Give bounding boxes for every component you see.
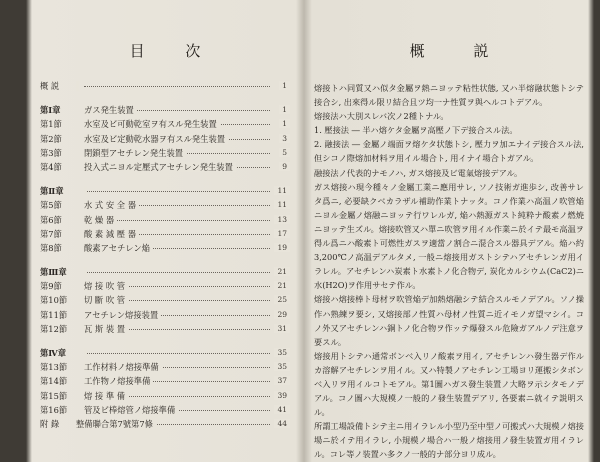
toc-row-page-number: 1 (279, 81, 290, 90)
overview-paragraph: 1. 壓接法 ― 半ハ熔ケタ金屬ヲ高壓ノ下デ接合スル法。 (314, 125, 518, 136)
toc-page (40, 30, 290, 431)
toc-row-leader (84, 191, 270, 192)
toc-row-label: 第11節 (40, 309, 68, 320)
toc-row-num-wrap (274, 389, 290, 403)
toc-row-title-wrap (84, 265, 87, 279)
toc-row-title-wrap (76, 417, 156, 431)
toc-row-leader (84, 272, 270, 273)
toc-row-page-number: 11 (274, 186, 290, 195)
toc-row[interactable] (40, 279, 290, 293)
toc-row-title-wrap (84, 374, 153, 388)
toc-row-num-wrap (274, 417, 290, 431)
toc-row-page-number: 35 (274, 348, 290, 357)
toc-row-title: 水室及ビ可動乾室ヲ有スル発生装置 (84, 119, 220, 129)
toc-row-num-wrap (274, 184, 290, 198)
toc-row-title: 酸 素 減 壓 器 (84, 229, 139, 239)
toc-row-title-wrap (84, 403, 178, 417)
toc-gap (40, 174, 290, 184)
toc-row-page-number: 17 (274, 229, 290, 238)
toc-row-title-wrap (84, 360, 162, 374)
toc-gap (40, 255, 290, 265)
toc-row-title: 熔 接 準 備 (84, 391, 128, 401)
toc-row[interactable] (40, 160, 290, 174)
toc-row-title-wrap (76, 79, 79, 93)
toc-row-label: 第3節 (40, 147, 62, 158)
overview-paragraph: 2. 融接法 ― 金屬ノ端面ヲ熔ケタ状態トシ, 壓力ヲ加エナイデ接合スル法, 但シコノ際熔加材料ヲ用イル場合ト, 用イナイ場合トガアル。 (314, 139, 584, 164)
toc-row-title-wrap (84, 132, 228, 146)
toc-row-label: 第6節 (40, 214, 62, 225)
toc-row-title: アセチレン熔接装置 (84, 310, 161, 320)
toc-row-label: 第4節 (40, 161, 62, 172)
overview-paragraph: 熔接ハ熔接棒ト母材ヲ吹管焔デ加熱熔融シテ結合スルモノデアル。ソノ操作ハ熟練ヲ要シ, 又熔接部ノ性質ハ母材ノ性質ニ近イモノガ望マシイ。コノ外又アセチレンハ銅トノ化合物ヲ作ッテ爆發スル危險ガアルノデ注意ヲ要スル。 (314, 294, 584, 347)
toc-row-title (84, 267, 87, 277)
toc-row-page-number: 21 (274, 267, 290, 276)
toc-row-title: 閉鎖型アセチレン発生装置 (84, 148, 186, 158)
toc-row-page-number: 44 (274, 419, 290, 428)
toc-row-title (84, 186, 87, 196)
toc-row[interactable] (40, 308, 290, 322)
toc-row-title-wrap (84, 279, 128, 293)
toc-row-num-wrap (274, 346, 290, 360)
toc-row-num-wrap (274, 265, 290, 279)
toc-row[interactable] (40, 374, 290, 388)
toc-row-title (84, 348, 87, 358)
toc-row-num-wrap (274, 279, 290, 293)
toc-row-title-wrap (84, 322, 128, 336)
toc-row-label: 第Ⅰ章 (40, 105, 61, 116)
toc-row-page-number: 29 (274, 310, 290, 319)
toc-row-title-wrap (84, 146, 186, 160)
toc-row[interactable] (40, 103, 290, 117)
toc-row[interactable] (40, 213, 290, 227)
toc-row-label: 概 説 (40, 81, 60, 91)
toc-row[interactable] (40, 389, 290, 403)
toc-row-page-number: 13 (274, 215, 290, 224)
toc-row-title: 工作材料ノ熔接準備 (84, 362, 162, 372)
overview-paragraph: ガス熔接ハ現今種々ノ金屬工業ニ應用サレ, ソノ技術ガ進歩シ, 改善サレタ爲ニ, 必要缺クベカラザル補助作業トナッタ。コノ作業ハ高温ノ吹管焔ニヨル金屬ノ熔融ニヨッテ行ワレルガ, 焔ハ熱源ガスト純粋ナ酸素ノ燃焼ニヨッテ生ズル。熔接吹管又ハ單ニ吹管ヲ用イル作業ニ於イテ最モ高温ヲ得ル爲ニハ酸素ト可燃性ガスヲ適當ノ割合ニ混合スル器具デアル。焔ハ約3,200℃ノ高温デアルタメ, 一般ニ熔接用ガストシテハアセチレンガ用イラレル。アセチレンハ炭素ト水素トノ化合物デ, 炭化カルシウム(CaC2)ニ水(H2O)ヲ作用サセテ作ル。 (314, 181, 584, 291)
overview-paragraph: 熔接法ハ大別スレバ次ノ2種トナル。 (314, 111, 449, 122)
toc-row-label: 第10節 (40, 295, 68, 306)
toc-row-num-wrap (274, 322, 290, 336)
toc-row[interactable] (40, 417, 290, 431)
toc-row-title-wrap (84, 213, 117, 227)
toc-row-title-wrap (84, 184, 87, 198)
toc-row-num-wrap (279, 160, 290, 174)
toc-row-num-wrap (274, 241, 290, 255)
toc-row-label: 第15節 (40, 390, 68, 401)
toc-row[interactable] (40, 293, 290, 307)
toc-gap (40, 93, 290, 103)
toc-row[interactable] (40, 198, 290, 212)
toc-row[interactable] (40, 117, 290, 131)
overview-page (314, 30, 584, 462)
overview-title: 概 説 (409, 42, 511, 60)
toc-row-label: 第Ⅲ章 (40, 267, 67, 278)
overview-paragraph: 所謂工場設備トシテ主ニ用イラレル小型乃至中型ノ可搬式ハ大規模ノ熔接場ニ於イテ用イラレ, 小規模ノ場合ハ一般ノ熔接用ノ發生装置ガ用イラレル。コレ等ノ装置ハ多クノ一般的ナ部分ヨリ成ル。 (314, 421, 584, 460)
toc-row-num-wrap (274, 213, 290, 227)
toc-row-title: 整備聯合第7號第7條 (76, 419, 156, 429)
toc-row-title: 乾 燥 器 (84, 215, 117, 225)
toc-row-title: 投入式ニヨル定壓式アセチレン発生装置 (84, 162, 236, 172)
toc-row-label: 第2節 (40, 133, 62, 144)
toc-row-title-wrap (84, 346, 87, 360)
toc-row[interactable] (40, 184, 290, 198)
toc-row-title-wrap (84, 241, 153, 255)
toc-row-title-wrap (84, 160, 236, 174)
toc-row-num-wrap (279, 79, 290, 93)
toc-row-num-wrap (274, 374, 290, 388)
toc-row-label: 第14節 (40, 376, 68, 387)
toc-row-label: 第12節 (40, 323, 68, 334)
toc-row-title-wrap (84, 117, 220, 131)
toc-row[interactable] (40, 346, 290, 360)
toc-row-page-number: 25 (274, 295, 290, 304)
toc-row-page-number: 11 (274, 200, 290, 209)
toc-row[interactable] (40, 241, 290, 255)
toc-row-title: 工作物ノ熔接準備 (84, 376, 153, 386)
toc-row-num-wrap (279, 117, 290, 131)
toc-row-num-wrap (274, 403, 290, 417)
toc-row-label: 第16節 (40, 404, 68, 415)
toc-row-page-number: 19 (274, 243, 290, 252)
overview-body (314, 81, 584, 462)
toc-row-title-wrap (84, 198, 139, 212)
toc-row-leader (84, 353, 270, 354)
toc-row-num-wrap (279, 146, 290, 160)
toc-row-page-number: 5 (279, 148, 290, 157)
toc-row[interactable] (40, 227, 290, 241)
toc-row-page-number: 21 (274, 281, 290, 290)
toc-row-label: 附 錄 (40, 418, 60, 429)
toc-row-title-wrap (84, 293, 128, 307)
toc-row-title-wrap (84, 227, 139, 241)
toc-row-num-wrap (274, 227, 290, 241)
toc-row-page-number: 9 (279, 162, 290, 171)
toc-row-title: 管及ビ棒熔管ノ熔接準備 (84, 405, 178, 415)
toc-row-title (76, 81, 79, 91)
toc-row-leader (84, 86, 270, 87)
toc-row-label: 第8節 (40, 242, 62, 253)
toc-list (40, 79, 290, 431)
toc-row-num-wrap (279, 132, 290, 146)
toc-title: 目 次 (129, 42, 219, 60)
toc-row-label: 第Ⅳ章 (40, 348, 67, 358)
toc-row-title-wrap (84, 308, 161, 322)
toc-row[interactable] (40, 146, 290, 160)
toc-row-page-number: 41 (274, 405, 290, 414)
toc-row-num-wrap (274, 308, 290, 322)
toc-row-title-wrap (84, 103, 137, 117)
toc-row-label: 第13節 (40, 362, 68, 373)
toc-row[interactable] (40, 79, 290, 93)
overview-paragraph: 熔接用トシテハ通常ボンベ入リノ酸素ヲ用イ, アセチレンハ發生器デ作ルカ溶解アセチレンヲ用イル。又ハ特製ノアセチレン工場ヨリ運搬シタボンベ入リヲ用イルコトモアル。第1圖ハガス發生装置ノ大略ヲ示シタモノデアル。コノ圖ハ大規模ノ一般的ノ發生装置デアリ, 各要素ニ就イテ説明スル。 (314, 350, 584, 418)
toc-row-page-number: 3 (279, 134, 290, 143)
toc-row-num-wrap (274, 293, 290, 307)
toc-row-title: 酸素アセチレン焔 (84, 243, 153, 253)
toc-row-title: 瓦 斯 裝 置 (84, 324, 128, 334)
toc-row-page-number: 39 (274, 391, 290, 400)
overview-paragraph: 融接法ノ代表的ナモノハ, ガス熔接及ビ電氣熔接デアル。 (314, 167, 523, 178)
toc-row-page-number: 31 (274, 324, 290, 333)
toc-row-num-wrap (274, 360, 290, 374)
toc-row-num-wrap (279, 103, 290, 117)
toc-gap (40, 336, 290, 346)
toc-row[interactable] (40, 360, 290, 374)
toc-row-title: 熔 接 吹 管 (84, 281, 128, 291)
toc-row-title: 切 斷 吹 管 (84, 295, 128, 305)
toc-row-label: 第9節 (40, 281, 62, 292)
toc-row-title: 水 式 安 全 器 (84, 200, 139, 210)
toc-row[interactable] (40, 265, 290, 279)
toc-row-page-number: 35 (274, 362, 290, 371)
toc-row-title: 水室及ビ定動乾水器ヲ有スル発生装置 (84, 134, 228, 144)
toc-row-page-number: 37 (274, 376, 290, 385)
toc-row-label: 第7節 (40, 228, 62, 239)
overview-paragraph: 熔接トハ同質又ハ似タ金屬ヲ熱ニヨッテ粘性状態, 又ハ半熔融状態トシテ接合シ, 出來得ル限リ結合且ツ均一ナ性質ヲ與ヘルコトデアル。 (314, 83, 584, 108)
toc-row[interactable] (40, 322, 290, 336)
toc-row[interactable] (40, 132, 290, 146)
toc-row-label: 第1節 (40, 119, 62, 130)
toc-row-page-number: 1 (279, 105, 290, 114)
toc-row-label: 第Ⅱ章 (40, 186, 64, 197)
toc-row-title-wrap (84, 389, 128, 403)
toc-row[interactable] (40, 403, 290, 417)
toc-row-num-wrap (274, 198, 290, 212)
toc-row-label: 第5節 (40, 200, 62, 211)
toc-row-title: ガス発生装置 (84, 105, 137, 115)
toc-row-page-number: 1 (279, 119, 290, 128)
